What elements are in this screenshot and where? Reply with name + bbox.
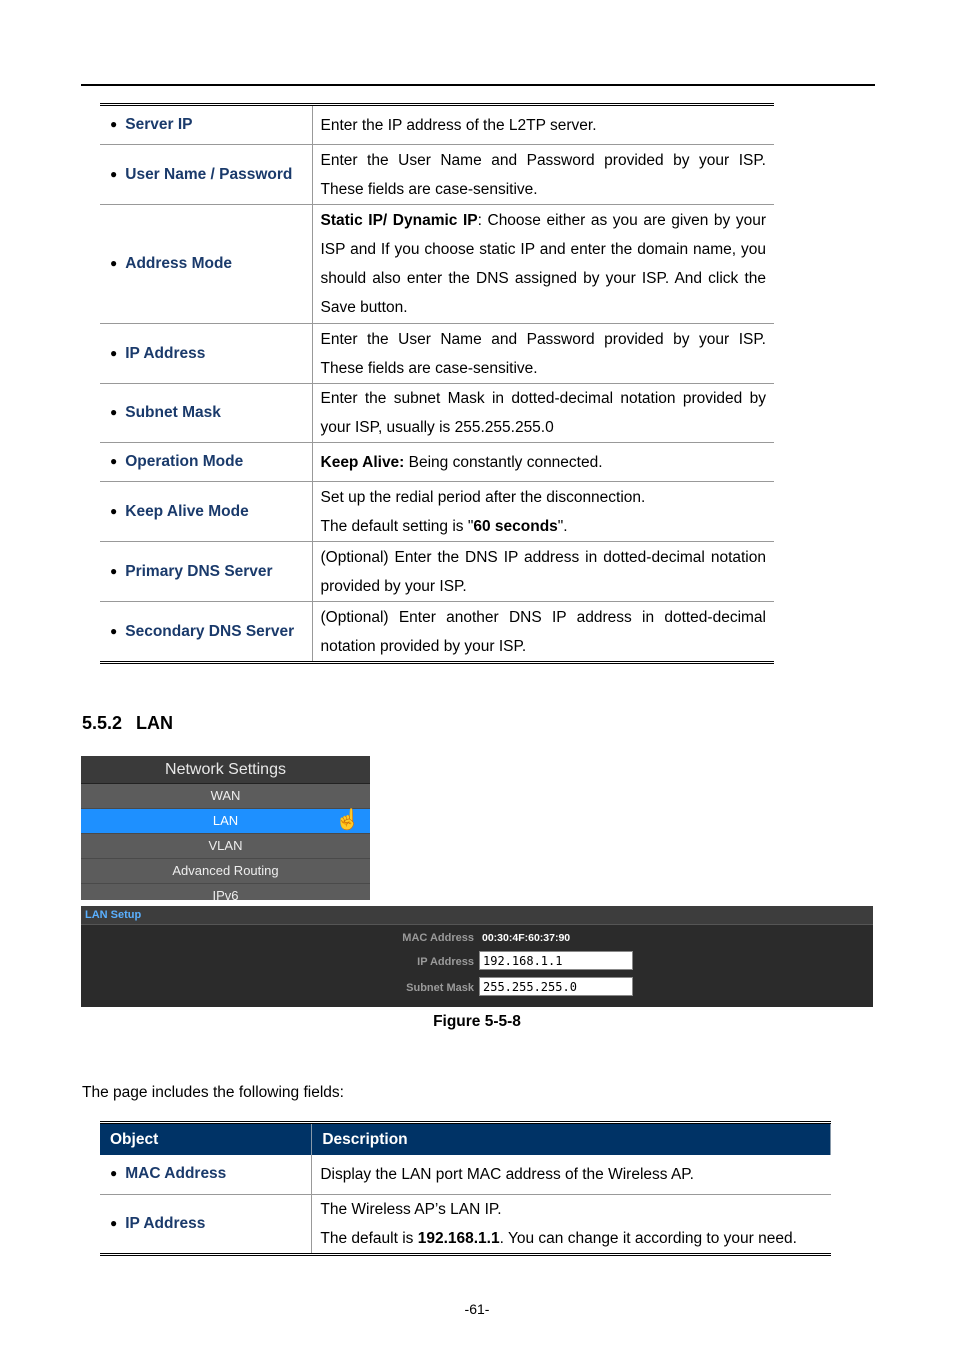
menu-item-lan[interactable] (81, 809, 370, 834)
table-row (100, 145, 774, 205)
figure-caption: Figure 5-5-8 (433, 1013, 521, 1030)
bullet-icon: ● (110, 117, 118, 131)
subnet-mask-label: Subnet Mask (406, 982, 474, 994)
description-text: Enter the User Name and Password provided by your ISP. These fields are case-sensitive. (320, 330, 766, 377)
description-text: Enter the subnet Mask in dotted-decimal notation provided by your ISP, usually is 255.255.255.0 (320, 390, 766, 436)
description-cell (312, 105, 774, 145)
description-bold-text: Keep Alive: (320, 453, 405, 471)
description-text: Being constantly connected. (404, 453, 603, 471)
description-cell (312, 443, 774, 482)
bullet-icon: ● (110, 166, 118, 181)
table-row (100, 482, 774, 542)
lan-fields-table (100, 1121, 831, 1256)
object-cell (100, 1155, 312, 1194)
object-cell (100, 145, 312, 205)
bullet-icon: ● (110, 1166, 118, 1181)
subnet-mask-row (81, 977, 873, 999)
bullet-icon: ● (110, 623, 118, 638)
page-number: -61- (464, 1301, 490, 1317)
description-text: (Optional) Enter the DNS IP address in dotted-decimal notation provided by your ISP. (320, 548, 766, 595)
bullet-icon: ● (110, 256, 118, 270)
description-cell (312, 324, 774, 384)
bullet-icon: ● (110, 503, 118, 518)
description-cell (312, 1194, 831, 1254)
object-cell (100, 443, 312, 482)
description-cell (312, 205, 774, 324)
table-row (100, 602, 774, 663)
bullet-icon: ● (110, 345, 118, 360)
bullet-icon: ● (110, 563, 118, 578)
object-label: Server IP (125, 116, 193, 133)
bullet-icon: ● (110, 454, 118, 468)
description-text: ". (557, 517, 568, 535)
description-cell (312, 145, 774, 205)
lan-setup-panel (81, 906, 873, 1007)
object-label: Secondary DNS Server (125, 622, 295, 640)
menu-item-advanced-routing[interactable]: Advanced Routing (81, 859, 370, 884)
description-cell (312, 482, 774, 542)
l2tp-parameters-table (100, 103, 774, 664)
mac-address-row (81, 927, 873, 949)
description-bold-text: Static IP/ Dynamic IP (320, 212, 478, 229)
column-header-description: Description (312, 1123, 831, 1156)
object-cell (100, 542, 312, 602)
object-cell (100, 602, 312, 663)
object-label: IP Address (125, 344, 206, 362)
ip-address-input[interactable] (479, 951, 633, 970)
object-cell (100, 324, 312, 384)
menu-item-ipv6[interactable]: IPv6 (212, 888, 239, 903)
description-text: Enter the IP address of the L2TP server. (320, 116, 597, 134)
object-cell (100, 205, 312, 324)
mac-address-label: MAC Address (402, 932, 474, 944)
description-text: Display the LAN port MAC address of the Wireless AP. (320, 1165, 694, 1183)
bullet-icon: ● (110, 405, 118, 419)
section-title: LAN (136, 713, 174, 733)
bullet-icon: ● (110, 1215, 118, 1230)
network-settings-menu (81, 756, 370, 903)
menu-header: Network Settings (81, 756, 370, 784)
description-cell (312, 384, 774, 443)
description-cell (312, 1155, 831, 1194)
mac-address-value: 00:30:4F:60:37:90 (482, 932, 571, 944)
menu-item-wan[interactable]: WAN (81, 784, 370, 809)
column-header-object: Object (100, 1123, 312, 1156)
section-heading (82, 713, 173, 734)
subnet-mask-input[interactable] (479, 977, 633, 996)
table-row (100, 1155, 831, 1194)
menu-item-vlan[interactable]: VLAN (81, 834, 370, 859)
description-bold-text: 192.168.1.1 (417, 1229, 500, 1247)
description-text: The Wireless AP’s LAN IP. (320, 1200, 502, 1218)
description-text: The default setting is " (320, 517, 474, 535)
object-label: Primary DNS Server (125, 562, 273, 580)
section-number: 5.5.2 (82, 713, 123, 733)
description-text: The default is (320, 1229, 418, 1247)
description-bold-text: 60 seconds (473, 517, 558, 535)
object-label: Subnet Mask (125, 404, 221, 421)
hand-cursor-icon: ☝ (335, 809, 360, 831)
header-rule (81, 84, 875, 86)
object-label: User Name / Password (125, 165, 293, 183)
description-text: Enter the User Name and Password provided by your ISP. These fields are case-sensitive. (320, 151, 766, 198)
ip-address-label: IP Address (417, 956, 474, 968)
description-cell (312, 542, 774, 602)
table-row (100, 384, 774, 443)
description-text: Set up the redial period after the disconnection. (320, 488, 646, 506)
menu-item-label: LAN (212, 813, 239, 828)
table-row (100, 542, 774, 602)
object-cell (100, 384, 312, 443)
object-label: Keep Alive Mode (125, 502, 249, 520)
description-text: : Choose either as you are given by your ISP and If you choose static IP and enter the domain name, you should also enter the DNS assigned by your ISP. And click the Save button. (320, 212, 767, 316)
description-cell (312, 602, 774, 663)
ip-address-row (81, 951, 873, 973)
object-label: Address Mode (125, 255, 233, 272)
intro-text: The page includes the following fields: (82, 1084, 344, 1101)
table-row (100, 324, 774, 384)
description-text: . You can change it according to your need. (499, 1229, 797, 1247)
table-row (100, 205, 774, 324)
table-row (100, 1194, 831, 1254)
description-text: (Optional) Enter another DNS IP address in dotted-decimal notation provided by your ISP. (320, 608, 766, 655)
object-cell (100, 482, 312, 542)
object-label: MAC Address (125, 1165, 227, 1183)
object-label: Operation Mode (125, 453, 244, 470)
object-label: IP Address (125, 1214, 206, 1232)
table-row (100, 443, 774, 482)
lan-setup-title: LAN Setup (81, 906, 873, 925)
table-row (100, 105, 774, 145)
object-cell (100, 105, 312, 145)
object-cell (100, 1194, 312, 1254)
